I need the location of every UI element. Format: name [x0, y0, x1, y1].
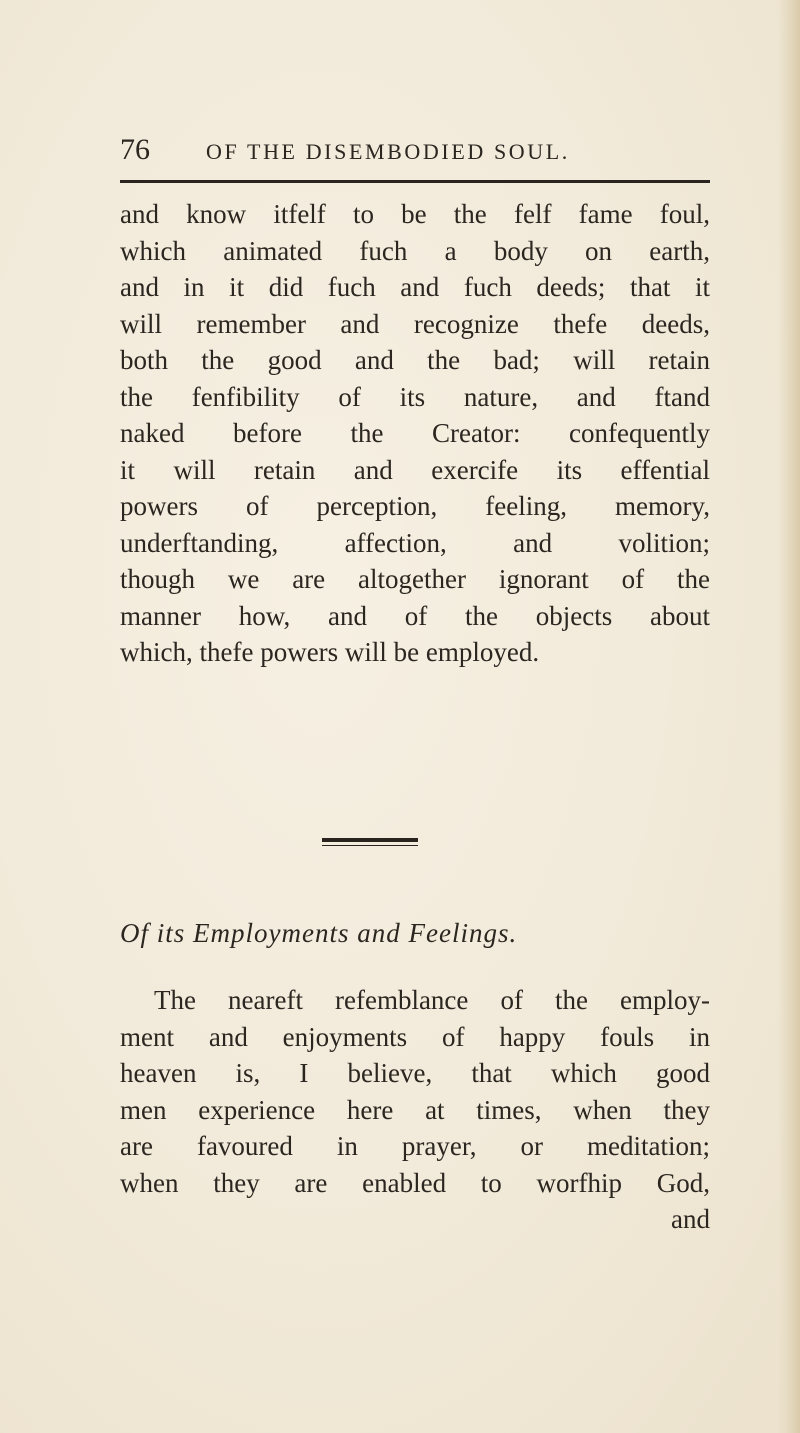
section-divider — [322, 838, 418, 846]
text-line: and in it did fuch and fuch deeds; that it — [120, 272, 710, 302]
text-line: naked before the Creator: confequently — [120, 418, 710, 448]
section-heading: Of its Employments and Feelings. — [120, 918, 518, 948]
text-line: ment and enjoyments of happy fouls in — [120, 1021, 710, 1052]
paragraph-1 — [120, 196, 710, 671]
catchword: and — [671, 1204, 710, 1234]
paragraph-2 — [120, 982, 710, 1238]
text-line: which animated fuch a body on earth, — [120, 235, 710, 266]
text-line: heaven is, I believe, that which good — [120, 1058, 710, 1088]
text-line: though we are altogether ignorant of the — [120, 564, 710, 594]
text-line: and know itfelf to be the felf fame foul, — [120, 199, 710, 229]
text-line: underftanding, affection, and volition; — [120, 527, 710, 558]
text-line: when they are enabled to worfhip God, — [120, 1167, 710, 1198]
running-head-title: OF THE DISEMBODIED SOUL. — [206, 139, 570, 164]
text-line: which, thefe powers will be employed. — [120, 637, 540, 667]
text-line: both the good and the bad; will retain — [120, 345, 710, 375]
header-rule — [120, 180, 710, 183]
text-line: powers of perception, feeling, memory, — [120, 491, 710, 521]
page-edge-shadow — [778, 0, 800, 1433]
text-line: are favoured in prayer, or meditation; — [120, 1131, 710, 1161]
text-line: the fenfibility of its nature, and ftand — [120, 381, 710, 412]
text-line: men experience here at times, when they — [120, 1094, 710, 1125]
page-number: 76 — [120, 133, 150, 166]
text-line: The neareft refemblance of the employ- — [154, 985, 710, 1015]
text-line: will remember and recognize thefe deeds, — [120, 308, 710, 339]
running-head — [120, 130, 710, 170]
text-line: it will retain and exercife its effential — [120, 454, 710, 485]
text-line: manner how, and of the objects about — [120, 600, 710, 631]
